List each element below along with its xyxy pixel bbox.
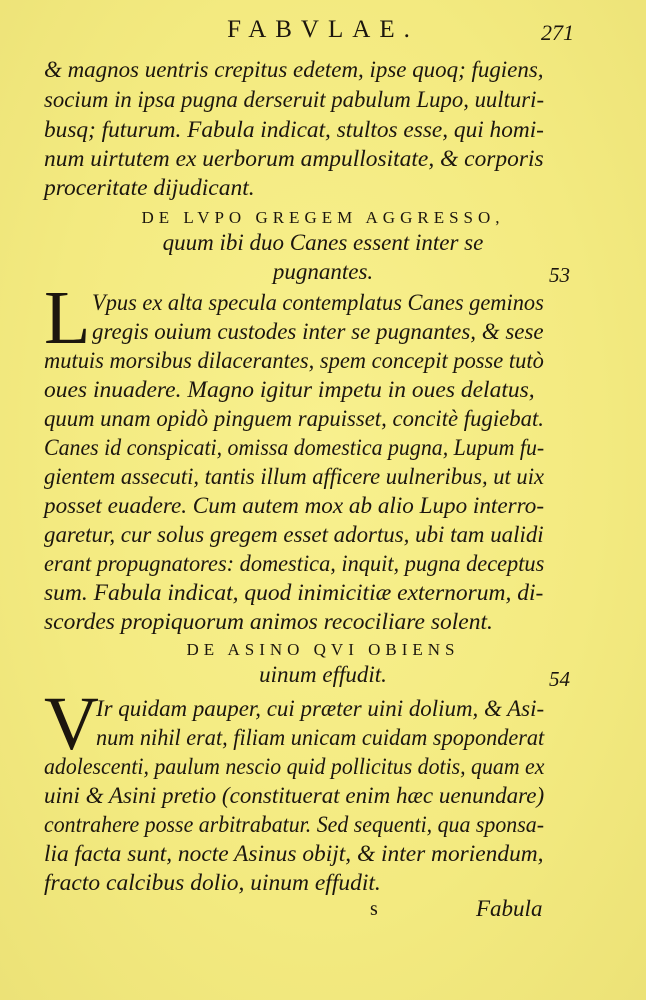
fable-heading: DE ASINO QVI OBIENS bbox=[186, 640, 460, 659]
text-line: erant propugnatores: domestica, inquit, pugna deceptus bbox=[44, 551, 545, 577]
page-number: 271 bbox=[541, 20, 574, 45]
text-line: contrahere posse arbitrabatur. Sed sequenti, qua sponsa- bbox=[44, 812, 544, 838]
fable-number: 53 bbox=[549, 263, 570, 287]
fable-subheading: quum ibi duo Canes essent inter se bbox=[162, 230, 484, 255]
fable-number: 54 bbox=[549, 667, 570, 691]
running-head-title: FABVLAE. bbox=[227, 16, 419, 43]
fable-subheading: uinum effudit. bbox=[259, 662, 387, 687]
text-line: & magnos uentris crepitus edetem, ipse quoq; fugiens, bbox=[44, 57, 544, 83]
signature-mark: s bbox=[370, 898, 378, 920]
text-line: adolescenti, paulum nescio quid pollicitus dotis, quam ex bbox=[44, 754, 545, 780]
drop-cap-initial: V bbox=[44, 682, 99, 766]
text-line: uini & Asini pretio (constituerat enim hæc uenundare) bbox=[44, 783, 545, 809]
text-line: lia facta sunt, nocte Asinus obijt, & inter moriendum, bbox=[44, 841, 544, 867]
catchword: Fabula bbox=[476, 896, 543, 921]
text-line: posset euadere. Cum autem mox ab alio Lupo interro- bbox=[44, 493, 545, 519]
text-line: garetur, cur solus gregem esset adortus, ubi tam ualidi bbox=[44, 522, 544, 548]
text-line: Ir quidam pauper, cui præter uini dolium, & Asi- bbox=[96, 696, 545, 722]
text-line: Canes id conspicati, omissa domestica pugna, Lupum fu- bbox=[44, 435, 545, 461]
fable-subheading: pugnantes. bbox=[272, 259, 374, 284]
text-line: proceritate dijudicant. bbox=[44, 175, 255, 201]
text-line: num nihil erat, filiam unicam cuidam spoponderat bbox=[96, 725, 545, 751]
text-line: gregis ouium custodes inter se pugnantes, & sese bbox=[92, 319, 544, 345]
text-line: busq; futurum. Fabula indicat, stultos esse, qui homi- bbox=[44, 117, 544, 143]
text-line: scordes propiquorum animos recociliare solent. bbox=[44, 609, 493, 635]
text-line: gientem assecuti, tantis illum afficere uulneribus, ut uix bbox=[44, 464, 544, 490]
text-line: socium in ipsa pugna derseruit pabulum Lupo, uulturi- bbox=[44, 87, 545, 113]
text-line: Vpus ex alta specula contemplatus Canes geminos bbox=[92, 290, 544, 316]
drop-cap-initial: L bbox=[44, 276, 91, 360]
text-line: sum. Fabula indicat, quod inimicitiæ externorum, di- bbox=[44, 580, 544, 606]
text-line: num uirtutem ex uerborum ampullositate, & corporis bbox=[44, 146, 544, 172]
text-line: fracto calcibus dolio, uinum effudit. bbox=[44, 870, 381, 896]
text-line: oues inuadere. Magno igitur impetu in oues delatus, bbox=[44, 377, 535, 403]
text-line: quum unam opidò pinguem rapuisset, concitè fugiebat. bbox=[44, 406, 544, 432]
text-line: mutuis morsibus dilacerantes, spem concepit posse tutò bbox=[44, 348, 544, 374]
fable-heading: DE LVPO GREGEM AGGRESSO, bbox=[141, 208, 505, 227]
